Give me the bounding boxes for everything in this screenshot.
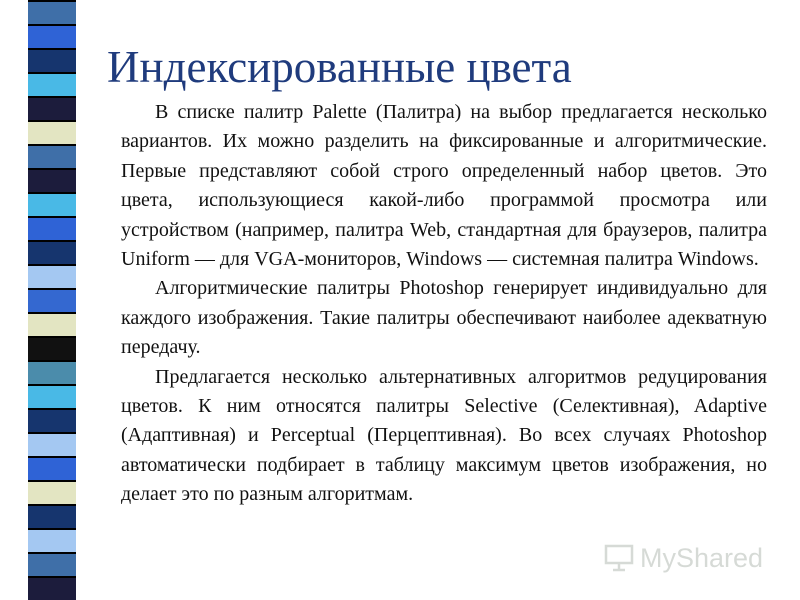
stripe-block <box>28 576 76 600</box>
stripe-block <box>28 504 76 528</box>
stripe-block <box>28 432 76 456</box>
stripe-block <box>28 144 76 168</box>
stripe-block <box>28 96 76 120</box>
stripe-block <box>28 408 76 432</box>
stripe-block <box>28 312 76 336</box>
stripe-block <box>28 24 76 48</box>
stripe-block <box>28 552 76 576</box>
stripe-block <box>28 264 76 288</box>
slide-body <box>121 98 767 510</box>
stripe-block <box>28 168 76 192</box>
stripe-block <box>28 288 76 312</box>
body-paragraph-algorithmic-palettes: Алгоритмические палитры Photoshop генерирует индивидуально для каждого изображения. Такие палитры обеспечивают наиболее адекватную передачу. <box>121 277 767 359</box>
stripe-block <box>28 528 76 552</box>
stripe-block <box>28 120 76 144</box>
stripe-block <box>28 384 76 408</box>
stripe-block <box>28 240 76 264</box>
body-paragraph-fixed-palettes: В списке палитр Palette (Палитра) на выбор предлагается несколько вариантов. Их можно разделить на фиксированные и алгоритмические. Первые представляют собой строго определенный набор цветов. Это цвета, использующиеся какой-либо программой просмотра или устройством (например, палитра Web, стандартная для браузеров, палитра Uniform — для VGA-мониторов, Windows — системная палитра Windows. <box>121 101 767 271</box>
body-paragraph-reduction-algorithms: Предлагается несколько альтернативных алгоритмов редуцирования цветов. К ним относятся палитры Selective (Селективная), Adaptive (Адаптивная) и Perceptual (Перцептивная). Во всех случаях Photoshop автоматически подбирает в таблицу максимум цветов изображения, но делает это по разным алгоритмам. <box>121 365 767 506</box>
stripe-block <box>28 480 76 504</box>
stripe-block <box>28 360 76 384</box>
stripe-block <box>28 192 76 216</box>
slide-title: Индексированные цвета <box>107 42 572 92</box>
stripe-block <box>28 216 76 240</box>
stripe-block <box>28 336 76 360</box>
watermark <box>604 542 763 574</box>
stripe-block <box>28 72 76 96</box>
stripe-block <box>28 0 76 24</box>
stripe-block <box>28 48 76 72</box>
watermark-text: MyShared <box>640 543 764 573</box>
projector-screen-icon <box>604 543 634 573</box>
decorative-stripe-bar <box>28 0 76 600</box>
stripe-block <box>28 456 76 480</box>
